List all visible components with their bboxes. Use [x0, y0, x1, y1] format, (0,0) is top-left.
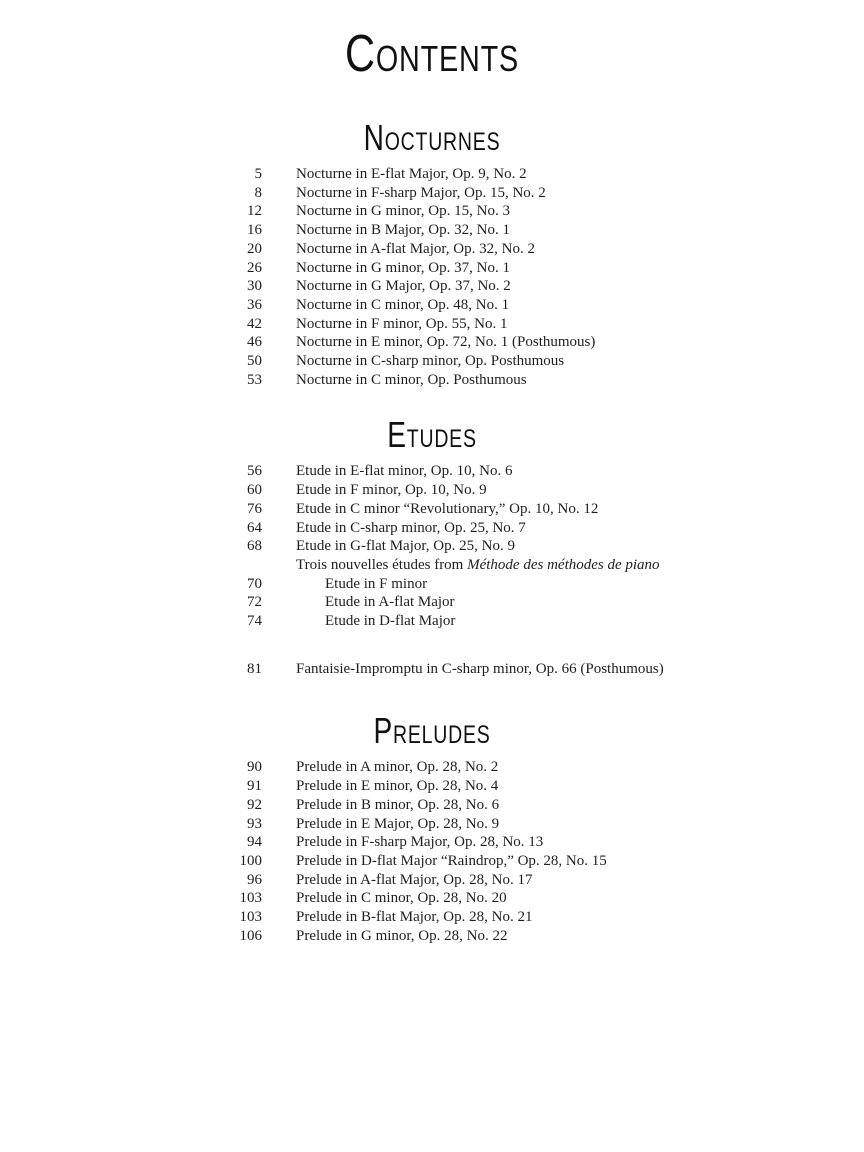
toc-entry — [0, 556, 864, 575]
entry-title — [296, 796, 499, 815]
entry-page-number: 12 — [247, 203, 262, 220]
entry-title — [296, 519, 526, 538]
entry-title — [296, 277, 511, 296]
entry-title — [296, 871, 532, 890]
entry-title — [296, 296, 509, 315]
entry-page-number: 74 — [247, 613, 262, 630]
entry-title-text: Nocturne in G Major, Op. 37, No. 2 — [296, 278, 511, 295]
entry-page-number: 93 — [247, 815, 262, 832]
entry-page-number: 26 — [247, 259, 262, 276]
entry-title — [296, 462, 512, 481]
toc-entry — [0, 333, 864, 352]
entry-title — [296, 333, 595, 352]
entry-title-italic: Méthode des méthodes de piano — [467, 556, 660, 573]
entry-page-number: 68 — [247, 538, 262, 555]
toc-entry — [0, 165, 864, 184]
toc-entry — [0, 833, 864, 852]
entry-title — [296, 240, 535, 259]
toc-entry — [0, 815, 864, 834]
toc-entry — [0, 259, 864, 278]
entry-page-number: 30 — [247, 278, 262, 295]
toc-entry — [0, 660, 864, 679]
toc-entry — [0, 871, 864, 890]
section-nocturnes — [0, 117, 864, 389]
entry-title-text: Prelude in D-flat Major “Raindrop,” Op. 28, No. 15 — [296, 852, 607, 869]
entry-title — [296, 184, 546, 203]
etudes-heading: ETUDES — [387, 414, 477, 456]
entry-title-text: Nocturne in C-sharp minor, Op. Posthumous — [296, 353, 565, 370]
entry-title-text: Trois nouvelles études from — [296, 556, 468, 573]
entry-title-text: Nocturne in E-flat Major, Op. 9, No. 2 — [296, 166, 527, 182]
entry-page-number: 100 — [239, 852, 262, 869]
section-preludes — [0, 710, 864, 945]
entry-page-number: 103 — [239, 890, 262, 907]
toc-entry — [0, 777, 864, 796]
section-fantaisie-impromptu — [0, 660, 864, 679]
toc-entry — [0, 462, 864, 481]
nocturnes-heading: NOCTURNES — [363, 117, 501, 158]
etudes-list — [0, 462, 864, 630]
entry-title — [296, 537, 515, 556]
entry-title-text: Etude in A-flat Major — [325, 594, 455, 611]
entry-title-text: Prelude in E Major, Op. 28, No. 9 — [296, 815, 500, 832]
entry-title — [296, 815, 499, 834]
toc-entry — [0, 352, 864, 371]
entry-page-number: 96 — [247, 871, 262, 888]
entry-title — [296, 352, 564, 371]
toc-entry — [0, 758, 864, 777]
entry-page-number: 72 — [247, 594, 262, 611]
entry-title-text: Nocturne in F-sharp Major, Op. 15, No. 2 — [296, 184, 546, 201]
toc-entry — [0, 184, 864, 203]
entry-page-number: 90 — [247, 759, 262, 776]
toc-entry — [0, 519, 864, 538]
entry-title — [296, 908, 532, 927]
entry-title — [296, 833, 543, 852]
entry-title — [296, 202, 510, 221]
toc-entry — [0, 593, 864, 612]
entry-title-text: Nocturne in G minor, Op. 37, No. 1 — [296, 259, 510, 276]
entry-title — [296, 371, 527, 390]
entry-page-number: 70 — [247, 575, 262, 592]
toc-entry — [0, 481, 864, 500]
entry-page-number: 103 — [239, 909, 262, 926]
entry-title-text: Nocturne in C minor, Op. Posthumous — [296, 371, 527, 388]
entry-title — [296, 500, 598, 519]
entry-title-text: Nocturne in F minor, Op. 55, No. 1 — [296, 315, 508, 332]
entry-title-text: Nocturne in C minor, Op. 48, No. 1 — [296, 296, 510, 313]
entry-title — [296, 758, 498, 777]
entry-title — [325, 593, 455, 612]
entry-page-number: 92 — [247, 796, 262, 813]
section-etudes — [0, 414, 864, 630]
entry-page-number: 42 — [247, 315, 262, 332]
entry-title — [325, 575, 427, 594]
preludes-heading: PRELUDES — [373, 710, 491, 752]
entry-title — [296, 777, 498, 796]
page-title: CONTENTS — [344, 25, 520, 83]
toc-entry — [0, 852, 864, 871]
entry-title — [296, 481, 487, 500]
toc-entry — [0, 296, 864, 315]
entry-title — [296, 259, 510, 278]
toc-entry — [0, 612, 864, 631]
entry-title-text: Prelude in B minor, Op. 28, No. 6 — [296, 796, 500, 813]
entry-title-text: Prelude in C minor, Op. 28, No. 20 — [296, 890, 507, 907]
entry-page-number: 16 — [247, 222, 262, 239]
entry-title-text: Nocturne in G minor, Op. 15, No. 3 — [296, 203, 510, 220]
entry-page-number: 56 — [247, 463, 262, 480]
entry-title-text: Fantaisie-Impromptu in C-sharp minor, Op. 66 (Posthumous) — [296, 660, 664, 677]
entry-page-number: 106 — [239, 927, 262, 944]
entry-page-number: 53 — [247, 371, 262, 388]
entry-title-text: Etude in C minor “Revolutionary,” Op. 10, No. 12 — [296, 500, 599, 517]
entry-title-text: Etude in D-flat Major — [325, 613, 456, 630]
entry-page-number: 36 — [247, 296, 262, 313]
toc-entry — [0, 277, 864, 296]
entry-title-text: Prelude in A minor, Op. 28, No. 2 — [296, 759, 499, 776]
entry-title-text: Nocturne in E minor, Op. 72, No. 1 (Posthumous) — [296, 334, 596, 351]
entry-title — [296, 852, 607, 871]
toc-entry — [0, 927, 864, 946]
entry-title — [296, 927, 507, 946]
entry-title — [296, 889, 507, 908]
entry-title-text: Nocturne in B Major, Op. 32, No. 1 — [296, 222, 510, 239]
toc-entry — [0, 221, 864, 240]
entry-title — [296, 221, 510, 240]
entry-page-number: 76 — [247, 500, 262, 517]
toc-entry — [0, 889, 864, 908]
entry-page-number: 8 — [254, 184, 262, 201]
entry-page-number: 94 — [247, 834, 262, 851]
entry-title-text: Etude in F minor — [325, 575, 428, 592]
toc-entry — [0, 202, 864, 221]
toc-entry — [0, 240, 864, 259]
entry-title-text: Prelude in F-sharp Major, Op. 28, No. 13 — [296, 834, 544, 851]
entry-title-text: Etude in C-sharp minor, Op. 25, No. 7 — [296, 519, 526, 536]
entry-title — [325, 612, 455, 631]
nocturnes-list — [0, 165, 864, 389]
entry-page-number: 81 — [247, 660, 262, 677]
toc-entry — [0, 537, 864, 556]
entry-title-text: Prelude in B-flat Major, Op. 28, No. 21 — [296, 909, 533, 926]
toc-entry — [0, 575, 864, 594]
entry-title-text: Nocturne in A-flat Major, Op. 32, No. 2 — [296, 240, 535, 257]
entry-page-number: 64 — [247, 519, 262, 536]
entry-title — [296, 660, 664, 679]
entry-page-number: 91 — [247, 778, 262, 795]
entry-page-number: 20 — [247, 240, 262, 257]
entry-title — [296, 315, 507, 334]
entry-title-text: Etude in F minor, Op. 10, No. 9 — [296, 482, 487, 499]
entry-title-text: Prelude in A-flat Major, Op. 28, No. 17 — [296, 871, 533, 888]
entry-page-number: 50 — [247, 353, 262, 370]
toc-entry — [0, 908, 864, 927]
preludes-list — [0, 758, 864, 945]
toc-entry — [0, 796, 864, 815]
entry-title-text: Prelude in G minor, Op. 28, No. 22 — [296, 927, 508, 944]
entry-title — [296, 165, 527, 184]
toc-entry — [0, 500, 864, 519]
entry-title-text: Etude in G-flat Major, Op. 25, No. 9 — [296, 538, 515, 555]
entry-page-number: 60 — [247, 482, 262, 499]
entry-page-number: 46 — [247, 334, 262, 351]
entry-title — [296, 556, 660, 575]
entry-page-number: 5 — [254, 166, 262, 182]
toc-entry — [0, 371, 864, 390]
toc-entry — [0, 315, 864, 334]
entry-title-text: Etude in E-flat minor, Op. 10, No. 6 — [296, 463, 513, 480]
fantaisie-impromptu-list — [0, 660, 864, 679]
entry-title-text: Prelude in E minor, Op. 28, No. 4 — [296, 778, 499, 795]
